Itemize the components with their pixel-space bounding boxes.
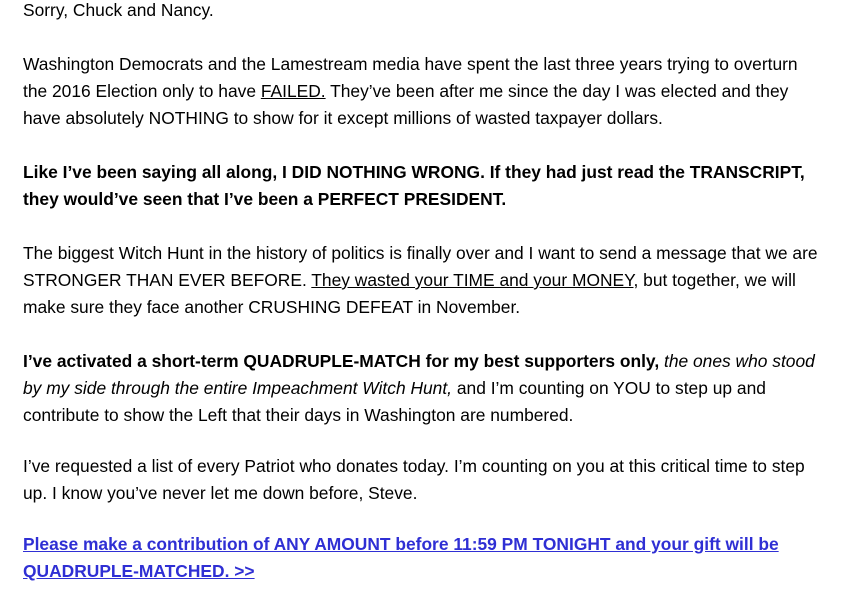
paragraph-witch-hunt bbox=[23, 240, 823, 321]
supporters-italic-text: the ones who stood by my side through the entire Impeachment Witch Hunt, bbox=[23, 351, 815, 398]
email-body bbox=[23, 0, 823, 585]
wasted-time-money-underlined-text: They wasted your TIME and your MONEY bbox=[311, 270, 634, 290]
counting-on-you-text: and I’m counting on YOU to step up and contribute to show the Left that their days in Washington are numbered. bbox=[23, 378, 766, 425]
paragraph-witch-hunt-text-a: The biggest Witch Hunt in the history of politics is finally over and I want to send a message that we are STRONGER THAN EVER BEFORE. bbox=[23, 243, 818, 290]
contribution-link[interactable]: Please make a contribution of ANY AMOUNT before 11:59 PM TONIGHT and your gift will be QUADRUPLE-MATCHED. >> bbox=[23, 534, 779, 581]
paragraph-patriot-list: I’ve requested a list of every Patriot who donates today. I’m counting on you at this critical time to step up. I know you’ve never let me down before, Steve. bbox=[23, 456, 805, 503]
paragraph-witch-hunt-text-b: , but together, we will make sure they face another CRUSHING DEFEAT in November. bbox=[23, 270, 796, 317]
quadruple-match-bold-text: I’ve activated a short-term QUADRUPLE-MATCH for my best supporters only, bbox=[23, 351, 660, 371]
greeting-line: Sorry, Chuck and Nancy. bbox=[23, 0, 214, 20]
paragraph-quadruple-match bbox=[23, 348, 823, 429]
paragraph-election-text-a: Washington Democrats and the Lamestream media have spent the last three years trying to overturn the 2016 Election only to have bbox=[23, 54, 798, 101]
paragraph-nothing-wrong: Like I’ve been saying all along, I DID NOTHING WRONG. If they had just read the TRANSCRIPT, they would’ve seen that I’ve been a PERFECT PRESIDENT. bbox=[23, 162, 805, 209]
paragraph-election-text-b: They’ve been after me since the day I was elected and they have absolutely NOTHING to show for it except millions of wasted taxpayer dollars. bbox=[23, 81, 789, 128]
paragraph-election bbox=[23, 51, 823, 132]
failed-underlined-text: FAILED. bbox=[260, 81, 326, 101]
contribution-cta-paragraph bbox=[23, 531, 823, 585]
